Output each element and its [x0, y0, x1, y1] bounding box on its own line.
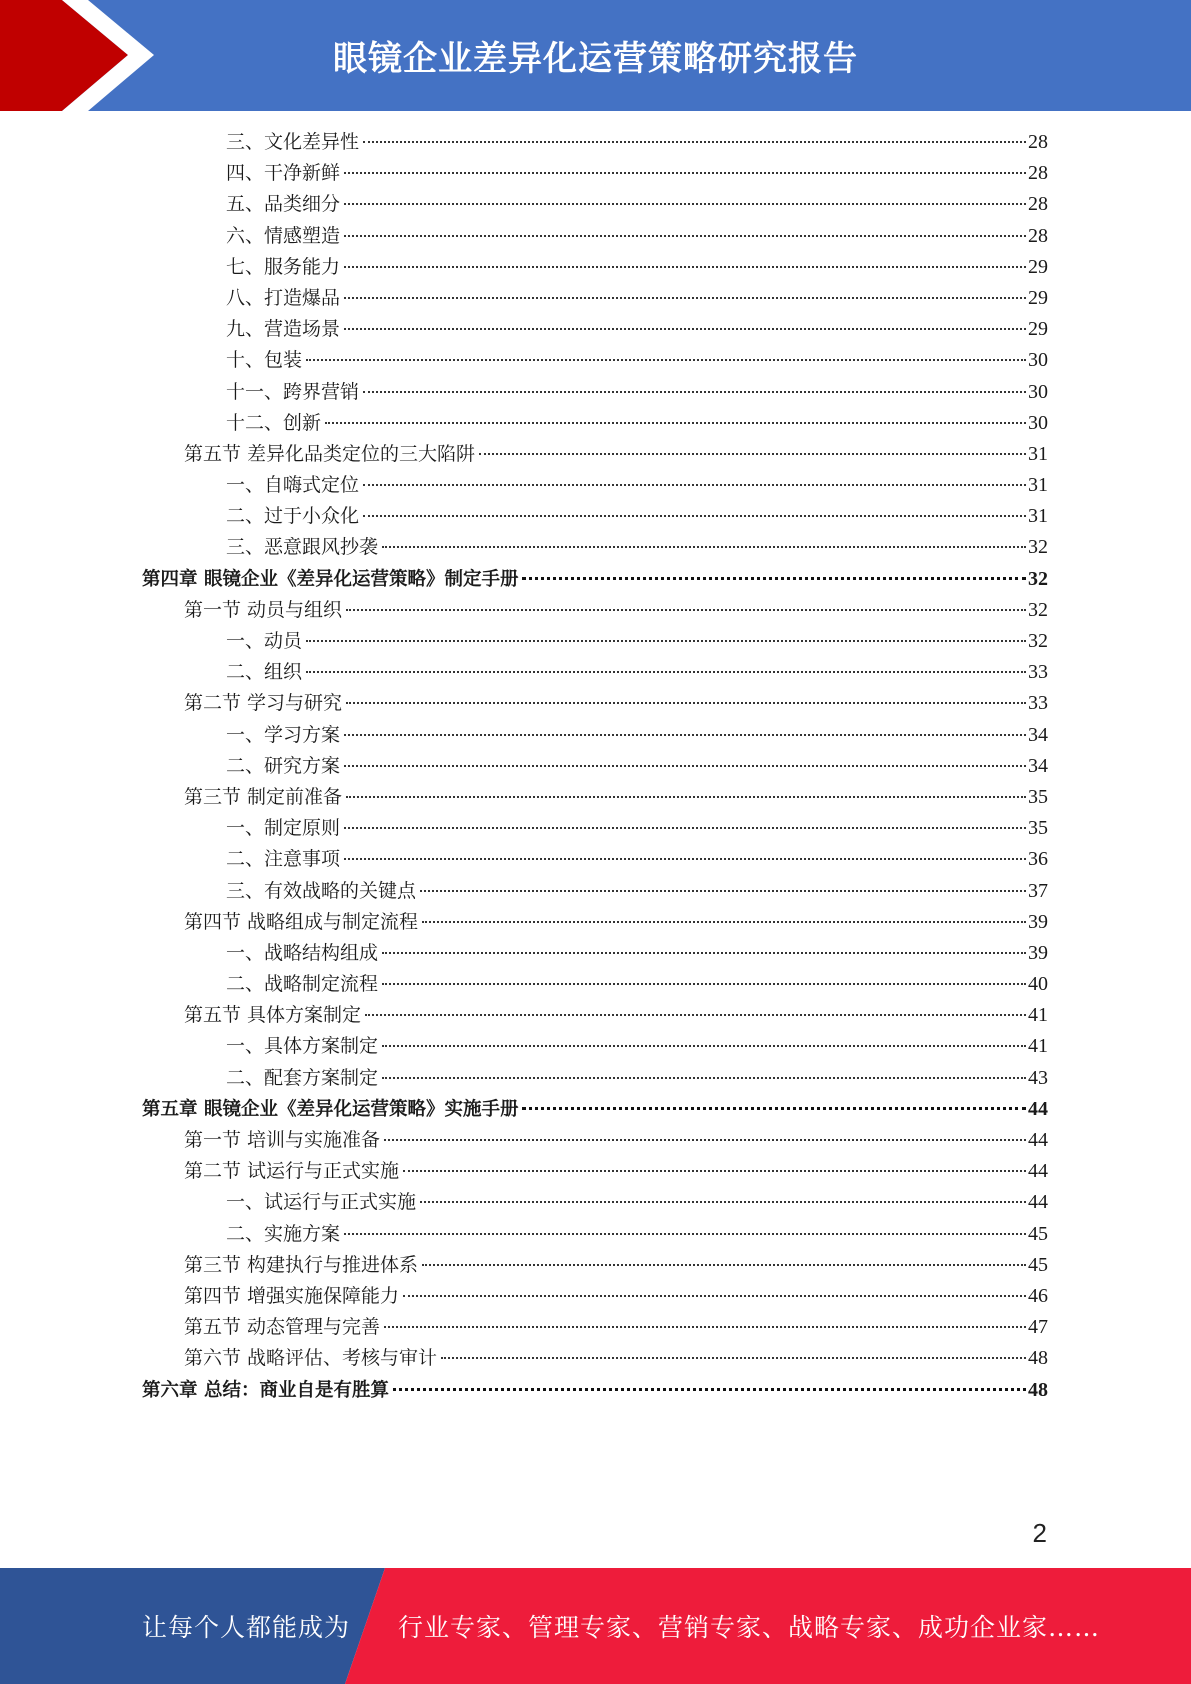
- toc-entry-title: 一、学习方案: [226, 723, 341, 746]
- toc-dot-leader: [346, 702, 1026, 704]
- toc-entry-title: 第六节 战略评估、考核与审计: [184, 1347, 438, 1370]
- toc-entry-page: 37: [1028, 879, 1048, 902]
- toc-dot-leader: [403, 1295, 1026, 1297]
- toc-subsection-entry[interactable]: [142, 314, 1048, 345]
- toc-dot-leader: [306, 640, 1026, 642]
- toc-entry-title: 一、具体方案制定: [226, 1035, 379, 1058]
- toc-section-entry[interactable]: [142, 1312, 1048, 1343]
- toc-dot-leader: [363, 484, 1026, 486]
- toc-entry-page: 31: [1028, 474, 1048, 497]
- toc-subsection-entry[interactable]: [142, 470, 1048, 501]
- toc-dot-leader: [344, 235, 1026, 237]
- toc-entry-page: 32: [1028, 536, 1048, 559]
- toc-dot-leader: [382, 1077, 1026, 1079]
- toc-dot-leader: [344, 203, 1026, 205]
- toc-entry-title: 第三节 构建执行与推进体系: [184, 1253, 419, 1276]
- toc-dot-leader: [306, 359, 1026, 361]
- toc-section-entry[interactable]: [142, 688, 1048, 719]
- page-footer: [0, 1568, 1191, 1684]
- toc-subsection-entry[interactable]: [142, 252, 1048, 283]
- toc-subsection-entry[interactable]: [142, 1063, 1048, 1094]
- toc-chapter-entry[interactable]: [142, 1375, 1048, 1406]
- toc-dot-leader: [420, 890, 1026, 892]
- toc-entry-title: 一、自嗨式定位: [226, 474, 360, 497]
- toc-entry-page: 31: [1028, 442, 1048, 465]
- toc-entry-page: 44: [1028, 1191, 1048, 1214]
- toc-entry-page: 28: [1028, 131, 1048, 153]
- toc-dot-leader: [522, 1107, 1026, 1110]
- toc-entry-title: 第一节 动员与组织: [184, 598, 343, 621]
- toc-entry-page: 30: [1028, 411, 1048, 434]
- toc-entry-title: 十二、创新: [226, 411, 322, 434]
- toc-dot-leader: [382, 1045, 1026, 1047]
- toc-section-entry[interactable]: [142, 1343, 1048, 1374]
- toc-entry-page: 33: [1028, 661, 1048, 684]
- toc-subsection-entry[interactable]: [142, 751, 1048, 782]
- toc-entry-page: 32: [1028, 567, 1048, 590]
- toc-subsection-entry[interactable]: [142, 1031, 1048, 1062]
- toc-dot-leader: [420, 1201, 1026, 1203]
- toc-subsection-entry[interactable]: [142, 189, 1048, 220]
- toc-entry-title: 第四节 增强实施保障能力: [184, 1284, 400, 1307]
- toc-entry-page: 48: [1028, 1378, 1048, 1401]
- toc-entry-title: 二、组织: [226, 661, 303, 684]
- toc-subsection-entry[interactable]: [142, 408, 1048, 439]
- toc-entry-page: 39: [1028, 941, 1048, 964]
- toc-entry-title: 一、动员: [226, 630, 303, 652]
- page-header: [0, 0, 1191, 111]
- toc-entry-title: 三、文化差异性: [226, 131, 360, 153]
- toc-section-entry[interactable]: [142, 1125, 1048, 1156]
- toc-entry-title: 一、制定原则: [226, 817, 341, 840]
- toc-subsection-entry[interactable]: [142, 938, 1048, 969]
- toc-dot-leader: [344, 858, 1026, 860]
- toc-entry-title: 十、包装: [226, 349, 303, 372]
- toc-entry-page: 39: [1028, 910, 1048, 933]
- toc-section-entry[interactable]: [142, 595, 1048, 626]
- toc-dot-leader: [325, 422, 1026, 424]
- toc-entry-page: 29: [1028, 318, 1048, 341]
- toc-entry-page: 41: [1028, 1035, 1048, 1058]
- toc-subsection-entry[interactable]: [142, 844, 1048, 875]
- toc-dot-leader: [422, 1264, 1026, 1266]
- toc-dot-leader: [344, 765, 1026, 767]
- toc-entry-title: 二、过于小众化: [226, 505, 360, 528]
- toc-entry-title: 四、干净新鲜: [226, 162, 341, 185]
- toc-entry-title: 第三节 制定前准备: [184, 785, 343, 808]
- toc-entry-page: 45: [1028, 1222, 1048, 1245]
- toc-entry-title: 七、服务能力: [226, 255, 341, 278]
- toc-entry-title: 五、品类细分: [226, 193, 341, 216]
- toc-entry-page: 43: [1028, 1066, 1048, 1089]
- toc-dot-leader: [365, 1014, 1026, 1016]
- toc-entry-page: 30: [1028, 349, 1048, 372]
- toc-subsection-entry[interactable]: [142, 532, 1048, 563]
- toc-dot-leader: [344, 172, 1026, 174]
- toc-section-entry[interactable]: [142, 1281, 1048, 1312]
- toc-dot-leader: [346, 796, 1026, 798]
- toc-entry-page: 28: [1028, 224, 1048, 247]
- toc-entry-title: 第六章 总结：商业自是有胜算: [142, 1379, 389, 1401]
- toc-entry-page: 40: [1028, 973, 1048, 996]
- toc-entry-page: 45: [1028, 1253, 1048, 1276]
- toc-subsection-entry[interactable]: [142, 158, 1048, 189]
- toc-subsection-entry[interactable]: [142, 969, 1048, 1000]
- toc-dot-leader: [403, 1170, 1026, 1172]
- toc-section-entry[interactable]: [142, 782, 1048, 813]
- toc-entry-page: 31: [1028, 505, 1048, 528]
- toc-section-entry[interactable]: [142, 1250, 1048, 1281]
- toc-entry-page: 28: [1028, 193, 1048, 216]
- toc-entry-title: 二、注意事项: [226, 848, 341, 871]
- toc-dot-leader: [522, 577, 1026, 580]
- footer-slogan-right: 行业专家、管理专家、营销专家、战略专家、成功企业家……: [398, 1613, 1101, 1642]
- toc-entry-page: 48: [1028, 1347, 1048, 1370]
- toc-entry-title: 第四章 眼镜企业《差异化运营策略》制定手册: [142, 568, 519, 590]
- toc-section-entry[interactable]: [142, 907, 1048, 938]
- toc-entry-page: 44: [1028, 1160, 1048, 1183]
- toc-entry-title: 第一节 培训与实施准备: [184, 1129, 381, 1151]
- table-of-contents: [142, 127, 1048, 1406]
- page-number: 2: [1032, 1518, 1047, 1548]
- toc-dot-leader: [363, 515, 1026, 517]
- toc-entry-page: 44: [1028, 1129, 1048, 1151]
- toc-entry-page: 35: [1028, 817, 1048, 840]
- toc-entry-page: 30: [1028, 380, 1048, 403]
- toc-entry-title: 第五节 动态管理与完善: [184, 1316, 381, 1339]
- report-title: 眼镜企业差异化运营策略研究报告: [333, 39, 858, 79]
- toc-dot-leader: [422, 921, 1026, 923]
- toc-entry-title: 三、有效战略的关键点: [226, 879, 417, 902]
- toc-dot-leader: [344, 328, 1026, 330]
- toc-dot-leader: [441, 1357, 1026, 1359]
- toc-entry-page: 36: [1028, 848, 1048, 871]
- toc-entry-title: 三、恶意跟风抄袭: [226, 536, 379, 559]
- toc-subsection-entry[interactable]: [142, 283, 1048, 314]
- toc-subsection-entry[interactable]: [142, 345, 1048, 376]
- toc-subsection-entry[interactable]: [142, 1219, 1048, 1250]
- toc-chapter-entry[interactable]: [142, 1094, 1048, 1125]
- toc-dot-leader: [363, 141, 1026, 143]
- toc-entry-title: 第二节 学习与研究: [184, 692, 343, 715]
- toc-entry-page: 44: [1028, 1097, 1048, 1120]
- toc-subsection-entry[interactable]: [142, 377, 1048, 408]
- toc-entry-page: 47: [1028, 1316, 1048, 1339]
- toc-entry-title: 八、打造爆品: [226, 286, 341, 309]
- toc-dot-leader: [344, 827, 1026, 829]
- toc-entry-title: 第五节 具体方案制定: [184, 1004, 362, 1027]
- toc-dot-leader: [384, 1326, 1026, 1328]
- toc-entry-page: 34: [1028, 723, 1048, 746]
- toc-entry-page: 41: [1028, 1004, 1048, 1027]
- toc-entry-title: 九、营造场景: [226, 318, 341, 341]
- toc-entry-page: 29: [1028, 255, 1048, 278]
- toc-entry-title: 二、研究方案: [226, 754, 341, 777]
- toc-entry-title: 二、战略制定流程: [226, 973, 379, 996]
- toc-dot-leader: [393, 1388, 1026, 1391]
- toc-subsection-entry[interactable]: [142, 501, 1048, 532]
- toc-section-entry[interactable]: [142, 1156, 1048, 1187]
- toc-dot-leader: [382, 983, 1026, 985]
- toc-dot-leader: [346, 609, 1026, 611]
- toc-subsection-entry[interactable]: [142, 221, 1048, 252]
- toc-entry-page: 34: [1028, 754, 1048, 777]
- toc-entry-title: 第五章 眼镜企业《差异化运营策略》实施手册: [142, 1098, 519, 1120]
- toc-dot-leader: [382, 546, 1026, 548]
- toc-dot-leader: [382, 952, 1026, 954]
- toc-entry-title: 一、战略结构组成: [226, 941, 379, 964]
- toc-entry-page: 35: [1028, 785, 1048, 808]
- toc-entry-title: 二、配套方案制定: [226, 1066, 379, 1089]
- footer-slogan-left: 让每个人都能成为: [142, 1613, 351, 1642]
- toc-dot-leader: [384, 1139, 1026, 1141]
- toc-dot-leader: [344, 266, 1026, 268]
- toc-entry-page: 29: [1028, 286, 1048, 309]
- toc-dot-leader: [344, 297, 1026, 299]
- toc-dot-leader: [306, 671, 1026, 673]
- toc-entry-title: 二、实施方案: [226, 1222, 341, 1245]
- toc-dot-leader: [479, 453, 1026, 455]
- toc-subsection-entry[interactable]: [142, 720, 1048, 751]
- toc-subsection-entry[interactable]: [142, 657, 1048, 688]
- toc-entry-title: 十一、跨界营销: [226, 380, 360, 403]
- toc-entry-title: 六、情感塑造: [226, 224, 341, 247]
- toc-entry-title: 第四节 战略组成与制定流程: [184, 910, 419, 933]
- toc-entry-title: 第二节 试运行与正式实施: [184, 1160, 400, 1183]
- toc-subsection-entry[interactable]: [142, 127, 1048, 158]
- toc-dot-leader: [363, 391, 1026, 393]
- toc-entry-title: 一、试运行与正式实施: [226, 1191, 417, 1214]
- toc-subsection-entry[interactable]: [142, 876, 1048, 907]
- toc-entry-page: 32: [1028, 630, 1048, 652]
- toc-subsection-entry[interactable]: [142, 626, 1048, 657]
- toc-dot-leader: [344, 734, 1026, 736]
- toc-subsection-entry[interactable]: [142, 813, 1048, 844]
- toc-entry-page: 28: [1028, 162, 1048, 185]
- toc-entry-page: 46: [1028, 1284, 1048, 1307]
- toc-chapter-entry[interactable]: [142, 564, 1048, 595]
- toc-entry-page: 32: [1028, 598, 1048, 621]
- toc-entry-page: 33: [1028, 692, 1048, 715]
- toc-section-entry[interactable]: [142, 439, 1048, 470]
- toc-dot-leader: [344, 1233, 1026, 1235]
- toc-section-entry[interactable]: [142, 1000, 1048, 1031]
- toc-subsection-entry[interactable]: [142, 1187, 1048, 1218]
- toc-entry-title: 第五节 差异化品类定位的三大陷阱: [184, 442, 476, 465]
